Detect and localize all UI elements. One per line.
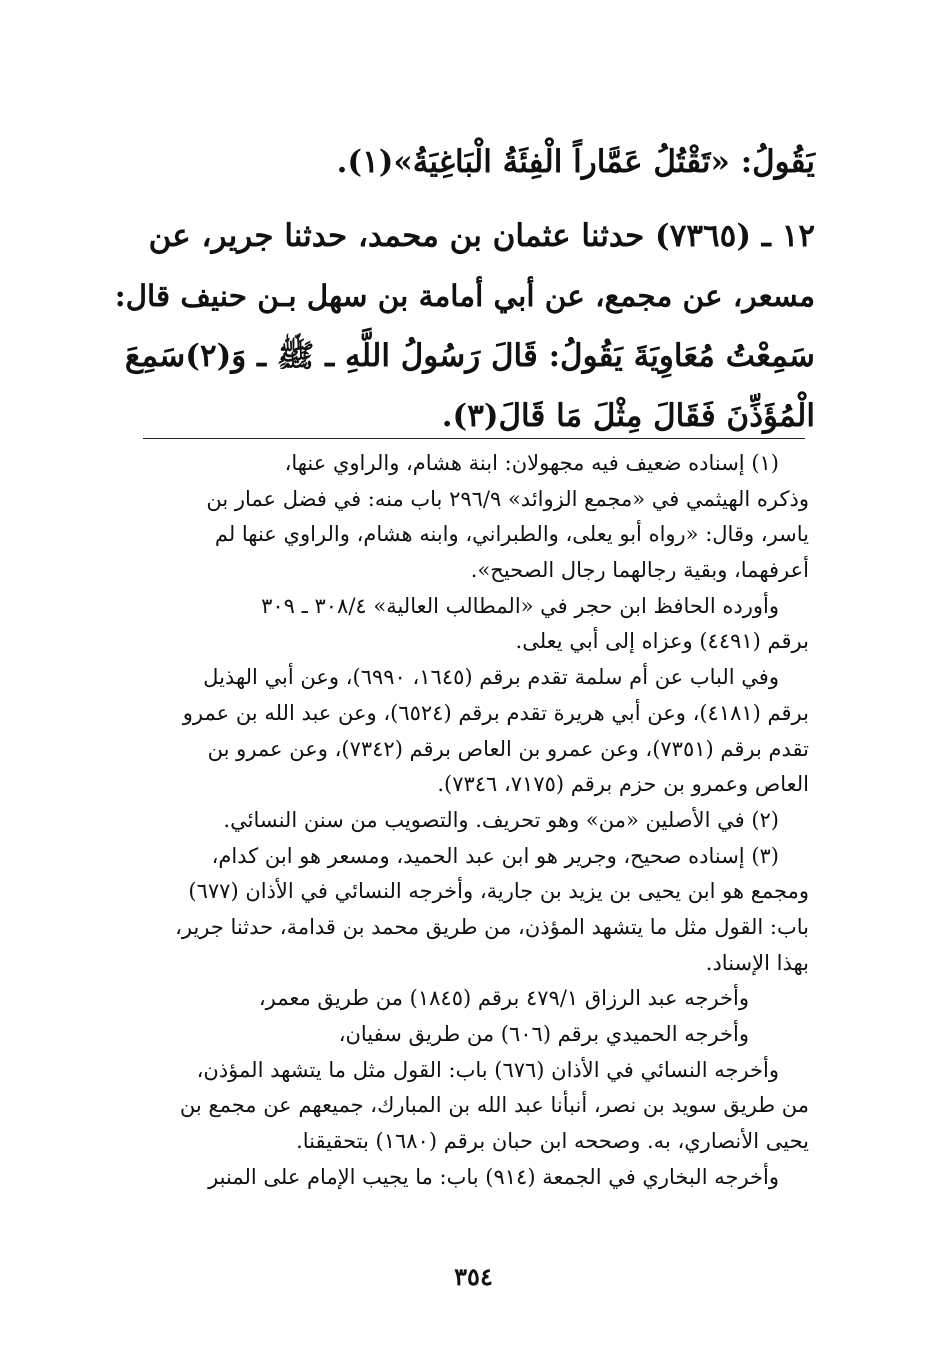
- footnotes: [109, 446, 809, 1195]
- footnote-line: بهذا الإسناد.: [705, 950, 809, 975]
- footnote-line: وذكره الهيثمي في «مجمع الزوائد» ٢٩٦/٩ باب منه: في فضل عمار بن: [206, 486, 809, 511]
- footnote-divider: [143, 438, 805, 439]
- footnote-line: أعرفهما، وبقية رجالهما رجال الصحيح».: [470, 558, 809, 583]
- footnote-line: برقم (٤٤٩١) وعزاه إلى أبي يعلى.: [515, 629, 809, 654]
- page-number: ٣٥٤: [454, 1262, 493, 1291]
- main-text: [115, 132, 815, 446]
- main-line-4: سَمِعْتُ مُعَاوِيَةَ يَقُولُ: قَالَ رَسُولُ اللَّهِ ـ ﷺ ـ وَ(٢)سَمِعَ: [124, 338, 815, 374]
- footnote-line: (١) إسناده ضعيف فيه مجهولان: ابنة هشام، والراوي عنها،: [284, 451, 779, 475]
- footnote-line: يحيى الأنصاري، به. وصححه ابن حبان برقم (١٦٨٠) بتحقيقنا.: [296, 1129, 809, 1154]
- footnote-line: (٣) إسناده صحيح، وجرير هو ابن عبد الحميد، ومسعر هو ابن كدام،: [211, 843, 779, 868]
- main-line-5: الْمُؤَذِّنَ فَقَالَ مِثْلَ مَا قَالَ(٣).: [441, 398, 815, 434]
- main-line-2: ١٢ ـ (٧٣٦٥) حدثنا عثمان بن محمد، حدثنا جرير، عن: [148, 218, 815, 254]
- footnote-line: ومجمع هو ابن يحيى بن يزيد بن جارية، وأخرجه النسائي في الأذان (٦٧٧): [188, 879, 809, 904]
- footnote-line: وأورده الحافظ ابن حجر في «المطالب العالية» ٣٠٨/٤ ـ ٣٠٩: [261, 593, 779, 618]
- main-line-3: مسعر، عن مجمع، عن أبي أمامة بن سهل بـن حنيف قال:: [114, 278, 815, 313]
- footnote-line: برقم (٤١٨١)، وعن أبي هريرة تقدم برقم (٦٥٢٤)، وعن عبد الله بن عمرو: [182, 700, 809, 725]
- footnote-line: وأخرجه عبد الرزاق ٤٧٩/١ برقم (١٨٤٥) من طريق معمر،: [258, 986, 749, 1011]
- footnote-line: ياسر، وقال: «رواه أبو يعلى، والطبراني، وابنه هشام، والراوي عنها لم: [214, 522, 809, 547]
- footnote-line: وفي الباب عن أم سلمة تقدم برقم (١٦٤٥، ٦٩٩٠)، وعن أبي الهذيل: [203, 665, 779, 690]
- footnote-line: وأخرجه البخاري في الجمعة (٩١٤) باب: ما يجيب الإمام على المنبر: [208, 1164, 779, 1189]
- footnote-line: تقدم برقم (٧٣٥١)، وعن عمرو بن العاص برقم (٧٣٤٢)، وعن عمرو بن: [207, 736, 809, 761]
- footnote-line: وأخرجه الحميدي برقم (٦٠٦) من طريق سفيان،: [338, 1022, 749, 1046]
- footnote-line: باب: القول مثل ما يتشهد المؤذن، من طريق محمد بن قدامة، حدثنا جرير،: [175, 914, 809, 939]
- main-line-1: يَقُولُ: «تَقْتُلُ عَمَّاراً الْفِئَةُ الْبَاغِيَةُ»(١).: [336, 144, 815, 180]
- footnote-line: العاص وعمرو بن حزم برقم (٧١٧٥، ٧٣٤٦).: [437, 772, 809, 797]
- footnote-line: وأخرجه النسائي في الأذان (٦٧٦) باب: القول مثل ما يتشهد المؤذن،: [196, 1057, 779, 1082]
- footnote-line: من طريق سويد بن نصر، أنبأنا عبد الله بن المبارك، جميعهم عن مجمع بن: [179, 1093, 809, 1118]
- footnote-line: (٢) في الأصلين «من» وهو تحريف. والتصويب من سنن النسائي.: [223, 807, 779, 832]
